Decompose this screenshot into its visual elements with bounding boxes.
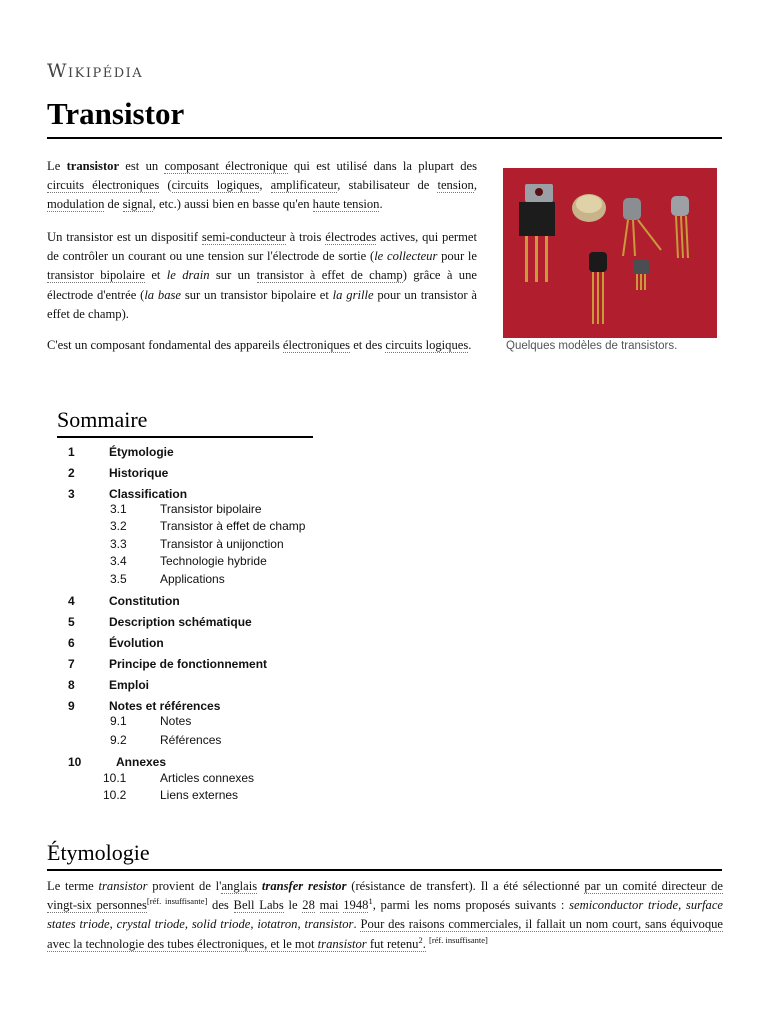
- link-electroniques[interactable]: électroniques: [282, 338, 351, 352]
- toc-title: Sommaire: [57, 407, 148, 432]
- link-28[interactable]: 28: [302, 898, 315, 913]
- link-composant-electronique[interactable]: composant électronique: [164, 159, 288, 173]
- transistors-illustration: [503, 168, 717, 338]
- link-modulation[interactable]: modulation: [47, 197, 105, 212]
- link-transistor-effet-champ[interactable]: transistor à effet de champ: [256, 268, 403, 283]
- link-tension[interactable]: tension: [437, 178, 474, 193]
- section-divider: [47, 869, 722, 871]
- link-1948[interactable]: 1948: [343, 898, 369, 913]
- link-haute-tension[interactable]: haute tension: [312, 197, 380, 212]
- intro-paragraph-1: Le transistor est un composant électronique qui est utilisé dans la plupart des circuits électroniques (circuits logiques, amplificateur, stabilisateur de tension, modulation de signal, etc.) aussi bien en basse qu'en haute tension.: [47, 159, 477, 212]
- footnote-2[interactable]: 2: [418, 934, 423, 945]
- link-circuits-logiques[interactable]: circuits logiques: [171, 178, 260, 193]
- transistors-photo[interactable]: [503, 168, 717, 338]
- title-divider: [47, 137, 722, 139]
- link-anglais[interactable]: anglais: [221, 879, 258, 893]
- toc-divider: [57, 436, 313, 438]
- link-electrodes[interactable]: électrodes: [325, 230, 377, 244]
- link-circuits-electroniques[interactable]: circuits électroniques: [47, 178, 160, 193]
- link-circuits-logiques-2[interactable]: circuits logiques: [385, 338, 469, 352]
- link-mai[interactable]: mai: [319, 898, 339, 913]
- photo-caption: Quelques modèles de transistors.: [506, 340, 678, 352]
- section-heading-etymologie: Étymologie: [47, 840, 150, 865]
- intro-paragraph-2: Un transistor est un dispositif semi-conducteur à trois électrodes actives, qui permet de contrôler un courant ou une tension sur l'électrode de sortie (le collecteur pour le transistor bipolaire et le drain sur un transistor à effet de champ) grâce à une électrode d'entrée (la base sur un transistor bipolaire et la grille pour un transistor à effet de champ).: [47, 230, 477, 321]
- disputed-claim-2: Pour des raisons commerciales, il fallait un nom court, sans équivoque avec la technologie des tubes électroniques, et le mot transistor fut retenu$^2$.: [47, 917, 723, 951]
- intro-paragraph-3: C'est un composant fondamental des appareils électroniques et des circuits logiques.: [47, 338, 472, 352]
- link-amplificateur[interactable]: amplificateur: [270, 178, 338, 193]
- link-signal[interactable]: signal: [122, 197, 153, 212]
- etymology-paragraph: Le terme transistor provient de l'anglais transfer resistor (résistance de transfert). Il a été sélectionné par un comité directeur de vingt-six personnes[réf. insuffisante] des Bell Labs le 28 mai 1948$^1$, parmi les noms proposés suivants : semiconductor triode, surface states triode, crystal triode, solid triode, iotatron, transistor. Pour des raisons commerciales, il fallait un nom court, sans équivoque avec la technologie des tubes électroniques, et le mot transistor fut retenu$^2$. [réf. insuffisante]: [47, 879, 724, 951]
- ref-insuffisante-1[interactable]: [réf. insuffisante]: [146, 896, 208, 907]
- disputed-claim: par un comité directeur de vingt-six personnes: [47, 879, 723, 913]
- footnote-1[interactable]: 1: [368, 896, 373, 907]
- ref-insuffisante-2[interactable]: [réf. insuffisante]: [429, 934, 488, 945]
- link-semi-conducteur[interactable]: semi-conducteur: [201, 230, 286, 244]
- wikipedia-logo[interactable]: [47, 60, 143, 82]
- link-bell-labs[interactable]: Bell Labs: [233, 898, 284, 913]
- page-title: Transistor: [47, 96, 185, 131]
- link-transistor-bipolaire[interactable]: transistor bipolaire: [47, 268, 145, 283]
- wikipedia-logo-text: Wikipédia: [47, 60, 144, 82]
